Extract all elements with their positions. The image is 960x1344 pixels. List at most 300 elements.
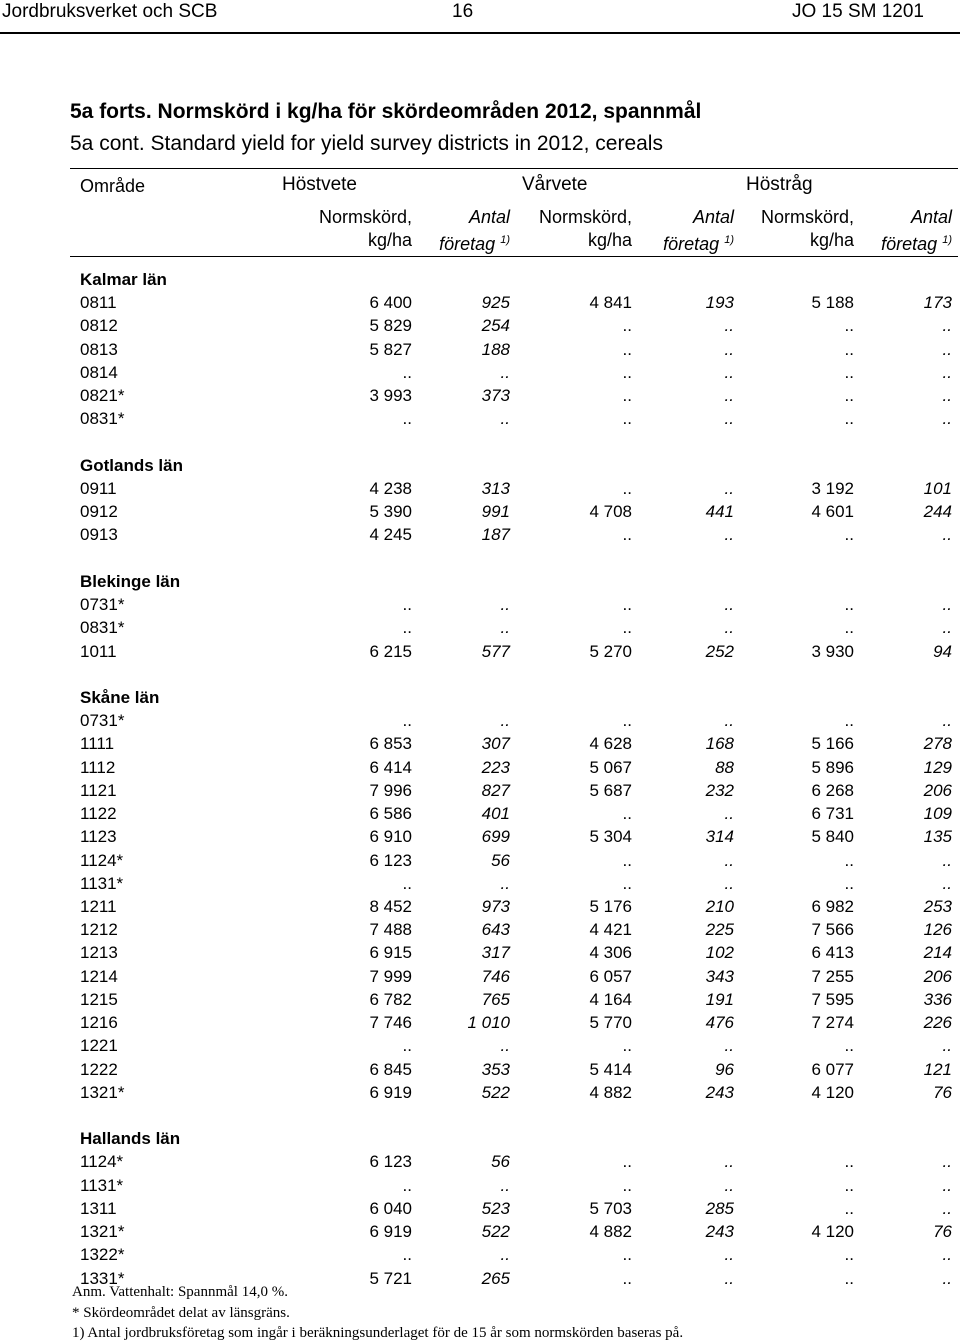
count-cell: 210 [705,896,734,916]
count-cell: 254 [481,316,510,336]
count-cell: .. [500,409,510,429]
yield-cell: 6 910 [369,827,412,847]
count-cell: 214 [923,943,952,963]
count-cell: .. [500,595,510,615]
district-code: 1222 [80,1059,118,1079]
yield-cell: .. [402,1175,412,1195]
district-code: 1011 [80,641,117,661]
yield-cell: 7 996 [369,780,412,800]
yield-cell: 4 882 [589,1222,632,1241]
district-code: 0813 [80,339,118,359]
table-title-swedish: 5a forts. Normskörd i kg/ha för skördeområden 2012, spannmål [70,100,702,123]
yield-cell: .. [402,595,412,615]
district-code: 1331* [80,1268,125,1288]
yield-cell: 5 827 [369,339,412,359]
yield-cell: .. [844,873,854,893]
yield-cell: .. [844,386,854,406]
table-row [0,642,960,665]
count-cell: 265 [481,1268,510,1288]
yield-cell: 4 306 [589,943,632,963]
yield-cell: .. [622,850,632,870]
yield-cell: 6 853 [369,734,412,754]
yield-cell: .. [622,595,632,615]
district-code: 1213 [80,943,118,963]
count-cell: 925 [481,293,510,313]
count-cell: 243 [705,1222,734,1241]
yield-cell: .. [622,1245,632,1265]
section-heading-row [0,1129,960,1152]
count-cell: 765 [481,989,510,1009]
subheader-count-line1: Antal [692,207,734,227]
footnote-ref: 1) [500,234,510,246]
count-cell: 401 [481,804,510,824]
yield-cell: .. [844,1245,854,1265]
publisher-label: Jordbruksverket och SCB [2,1,218,22]
yield-cell: 5 176 [589,896,632,916]
table-row [0,1060,960,1083]
table-row [0,920,960,943]
count-cell: 577 [481,641,510,661]
yield-cell: 6 915 [369,943,412,963]
county-heading: Skåne län [80,688,160,707]
yield-cell: 5 166 [811,734,854,754]
district-code: 1112 [80,757,116,777]
count-cell: 109 [923,804,952,824]
yield-cell: .. [402,618,412,638]
count-cell: .. [724,525,734,545]
yield-cell: .. [622,525,632,545]
count-cell: 313 [481,479,510,498]
count-cell: .. [500,873,510,893]
district-code: 0821* [80,386,125,406]
yield-cell: 6 731 [811,804,854,824]
count-cell: 226 [923,1013,952,1032]
district-code: 0812 [80,316,118,336]
table-row [0,781,960,804]
yield-cell: 3 930 [811,641,854,661]
subheader-count-word: företag [439,234,496,254]
count-cell: .. [942,711,952,731]
count-cell: 243 [705,1082,734,1102]
yield-cell: 5 687 [589,780,632,800]
yield-cell: 6 057 [589,966,632,986]
table-row [0,990,960,1013]
count-cell: .. [724,618,734,638]
yield-cell: 6 400 [369,293,412,313]
yield-cell: .. [844,711,854,731]
yield-cell: 6 123 [369,850,412,870]
yield-cell: 4 708 [589,502,632,522]
yield-cell: 4 421 [589,920,632,940]
count-cell: .. [500,618,510,638]
county-heading: Gotlands län [80,455,183,475]
count-cell: .. [942,1152,952,1172]
count-cell: .. [724,711,734,731]
count-cell: 336 [923,989,952,1009]
yield-cell: 4 628 [589,734,632,754]
count-cell: 223 [481,757,510,777]
yield-cell: .. [844,409,854,429]
count-cell: 252 [705,641,734,661]
table-row [0,386,960,409]
yield-cell: 7 595 [811,989,854,1009]
count-cell: 643 [481,920,510,940]
count-cell: .. [942,1268,952,1288]
district-code: 0912 [80,502,118,522]
table-row [0,711,960,734]
count-cell: 121 [923,1059,952,1079]
yield-cell: 6 413 [811,943,854,963]
yield-cell: .. [622,339,632,359]
table-row [0,1222,960,1245]
footnote-asterisk: * Skördeområdet delat av länsgräns. [72,1305,290,1321]
area-column-header: Område [80,176,146,196]
yield-cell: 6 919 [369,1222,412,1241]
yield-cell: 6 586 [369,804,412,824]
yield-cell: .. [622,1036,632,1056]
table-row [0,734,960,757]
yield-cell: 4 601 [811,502,854,522]
count-cell: .. [942,873,952,893]
count-cell: .. [724,339,734,359]
count-cell: 187 [481,525,510,545]
yield-cell: .. [402,873,412,893]
yield-cell: 4 120 [811,1082,854,1102]
district-code: 1122 [80,804,117,824]
yield-cell: 4 841 [589,293,632,313]
report-id: JO 15 SM 1201 [791,1,924,22]
count-cell: .. [942,362,952,382]
yield-cell: .. [622,711,632,731]
district-code: 0831* [80,618,125,638]
table-row [0,1176,960,1199]
district-code: 0911 [80,479,117,498]
table-row [0,502,960,525]
count-cell: 973 [481,896,510,916]
count-cell: .. [500,362,510,382]
count-cell: 129 [923,757,952,777]
count-cell: .. [942,339,952,359]
yield-cell: 5 896 [811,757,854,777]
count-cell: 373 [481,386,510,406]
yield-cell: .. [622,1268,632,1288]
yield-cell: 5 414 [589,1059,632,1079]
count-cell: 232 [705,780,734,800]
yield-cell: .. [844,525,854,545]
yield-cell: .. [622,386,632,406]
count-cell: 168 [705,734,734,754]
count-cell: 343 [705,966,734,986]
table-row [0,595,960,618]
count-cell: 991 [481,502,510,522]
subheader-count-word: företag [663,234,720,254]
yield-cell: .. [844,1198,854,1218]
table-row [0,827,960,850]
yield-cell: .. [622,409,632,429]
yield-cell: 4 120 [811,1222,854,1241]
yield-cell: .. [622,316,632,336]
table-row [0,804,960,827]
subheader-yield-line1: Normskörd, [760,207,854,227]
yield-cell: .. [844,618,854,638]
count-cell: 206 [923,966,952,986]
count-cell: .. [942,618,952,638]
table-row [0,758,960,781]
table-row [0,363,960,386]
district-code: 0913 [80,525,118,545]
yield-cell: 5 390 [369,502,412,522]
count-cell: 278 [923,734,952,754]
count-cell: 225 [705,920,734,940]
district-code: 1124* [80,850,124,870]
district-code: 1216 [80,1013,118,1032]
count-cell: .. [500,711,510,731]
yield-cell: .. [622,1175,632,1195]
table-row [0,293,960,316]
yield-cell: .. [402,362,412,382]
count-cell: 56 [491,850,510,870]
section-heading-row [0,688,960,711]
count-cell: 188 [481,339,510,359]
table-row [0,525,960,548]
district-code: 1123 [80,827,117,847]
yield-cell: 5 188 [811,293,854,313]
count-cell: .. [942,595,952,615]
count-cell: 476 [705,1013,734,1032]
yield-cell: .. [402,1036,412,1056]
subheader-yield-line2: kg/ha [809,230,854,250]
yield-cell: 5 770 [589,1013,632,1032]
table-row [0,618,960,641]
table-row [0,874,960,897]
district-code: 1131* [80,873,124,893]
yield-cell: 5 270 [589,641,632,661]
yield-cell: .. [844,595,854,615]
count-cell: 522 [481,1082,510,1102]
yield-cell: 7 488 [369,920,412,940]
subheader-yield-line2: kg/ha [587,230,632,250]
count-cell: .. [500,1036,510,1056]
count-cell: 101 [923,479,952,498]
table-row [0,1036,960,1059]
count-cell: 88 [715,757,734,777]
count-cell: .. [942,386,952,406]
yield-cell: .. [402,409,412,429]
count-cell: 522 [481,1222,510,1241]
district-code: 0731* [80,711,125,731]
count-cell: .. [942,409,952,429]
yield-cell: 6 845 [369,1059,412,1079]
count-cell: 206 [923,780,952,800]
district-code: 1124* [80,1152,124,1172]
yield-cell: 5 840 [811,827,854,847]
count-cell: 441 [705,502,734,522]
count-cell: .. [724,362,734,382]
subheader-count-line1: Antal [910,207,952,227]
yield-cell: 4 245 [369,525,412,545]
count-cell: .. [942,1245,952,1265]
group-header-hostvete: Höstvete [282,174,357,195]
district-code: 0814 [80,362,118,382]
count-cell: 96 [715,1059,734,1079]
yield-cell: .. [622,1152,632,1172]
count-cell: .. [724,316,734,336]
yield-cell: 4 238 [369,479,412,498]
yield-cell: 5 304 [589,827,632,847]
section-heading-row [0,456,960,479]
district-code: 1211 [80,896,117,916]
district-code: 1131* [80,1175,124,1195]
count-cell: .. [724,804,734,824]
table-row [0,967,960,990]
yield-cell: .. [402,1245,412,1265]
yield-cell: .. [622,873,632,893]
table-row [0,1245,960,1268]
yield-cell: 8 452 [369,896,412,916]
subheader-yield-line1: Normskörd, [538,207,632,227]
yield-cell: 5 067 [589,757,632,777]
yield-cell: .. [844,850,854,870]
count-cell: .. [942,316,952,336]
yield-cell: 7 566 [811,920,854,940]
yield-cell: 3 192 [811,479,854,498]
count-cell: .. [724,1036,734,1056]
footnote-one: 1) Antal jordbruksföretag som ingår i beräkningsunderlaget för de 15 år som normskörden baseras på. [72,1325,684,1341]
count-cell: 76 [933,1082,952,1102]
count-cell: 827 [481,780,510,800]
district-code: 1322* [80,1245,125,1265]
count-cell: .. [724,1245,734,1265]
count-cell: .. [724,873,734,893]
county-heading: Kalmar län [80,270,167,289]
yield-cell: .. [402,711,412,731]
count-cell: 253 [923,896,952,916]
count-cell: 102 [705,943,734,963]
district-code: 1214 [80,966,118,986]
subheader-count-word: företag [881,234,938,254]
yield-cell: 7 746 [369,1013,412,1032]
table-row [0,1152,960,1175]
table-row [0,943,960,966]
count-cell: .. [724,1175,734,1195]
yield-cell: .. [622,804,632,824]
count-cell: 135 [923,827,952,847]
footnote-note: Anm. Vattenhalt: Spannmål 14,0 %. [72,1284,288,1300]
table-row [0,1199,960,1222]
count-cell: .. [942,1175,952,1195]
yield-cell: .. [844,1036,854,1056]
yield-cell: .. [844,339,854,359]
table-row [0,1083,960,1106]
yield-cell: 7 274 [811,1013,854,1032]
count-cell: .. [942,1198,952,1218]
yield-cell: 4 882 [589,1082,632,1102]
count-cell: 56 [491,1152,510,1172]
district-code: 1215 [80,989,118,1009]
count-cell: 76 [933,1222,952,1241]
group-header-varvete: Vårvete [522,174,588,195]
table-row [0,851,960,874]
subheader-count-line1: Antal [468,207,510,227]
district-code: 0731* [80,595,125,615]
district-code: 1121 [80,780,117,800]
district-code: 0831* [80,409,125,429]
yield-cell: .. [622,479,632,498]
count-cell: .. [942,1036,952,1056]
count-cell: .. [942,525,952,545]
count-cell: 699 [481,827,510,847]
yield-cell: .. [844,1268,854,1288]
footnote-ref: 1) [724,234,734,246]
yield-cell: 7 255 [811,966,854,986]
county-heading: Blekinge län [80,571,181,591]
subheader-yield-line1: Normskörd, [318,207,412,227]
district-code: 1111 [80,734,115,754]
yield-cell: 6 919 [369,1082,412,1102]
count-cell: .. [724,595,734,615]
section-heading-row [0,270,960,293]
yield-cell: .. [844,316,854,336]
district-code: 1321* [80,1222,125,1241]
count-cell: .. [942,850,952,870]
district-code: 1221 [80,1036,118,1056]
table-row [0,1013,960,1036]
count-cell: 314 [705,827,734,847]
count-cell: 94 [933,641,952,661]
yield-cell: .. [844,362,854,382]
yield-cell: 6 782 [369,989,412,1009]
yield-cell: 6 268 [811,780,854,800]
count-cell: 126 [923,920,952,940]
yield-cell: 6 077 [811,1059,854,1079]
district-code: 1321* [80,1082,125,1102]
count-cell: 746 [481,966,510,986]
yield-cell: 5 721 [369,1268,412,1288]
count-cell: .. [724,409,734,429]
page-number: 16 [452,1,474,22]
yield-cell: 6 414 [369,757,412,777]
count-cell: .. [724,386,734,406]
table-row [0,479,960,502]
count-cell: .. [500,1245,510,1265]
table-row [0,340,960,363]
yield-cell: 5 703 [589,1198,632,1218]
yield-cell: 6 215 [369,641,412,661]
count-cell: 244 [923,502,952,522]
count-cell: .. [724,1268,734,1288]
group-header-hostrag: Höstråg [746,174,813,195]
count-cell: .. [500,1175,510,1195]
yield-cell: .. [622,618,632,638]
yield-cell: 6 123 [369,1152,412,1172]
count-cell: .. [724,1152,734,1172]
yield-cell: 4 164 [589,989,632,1009]
subheader-yield-line2: kg/ha [367,230,412,250]
yield-cell: .. [844,1175,854,1195]
count-cell: 307 [481,734,510,754]
yield-cell: .. [844,1152,854,1172]
yield-cell: 5 829 [369,316,412,336]
district-code: 1311 [80,1198,117,1218]
section-heading-row [0,572,960,595]
district-code: 1212 [80,920,118,940]
yield-cell: 6 982 [811,896,854,916]
count-cell: 285 [705,1198,734,1218]
count-cell: 193 [705,293,734,313]
table-row [0,897,960,920]
count-cell: 353 [481,1059,510,1079]
count-cell: 317 [481,943,510,963]
